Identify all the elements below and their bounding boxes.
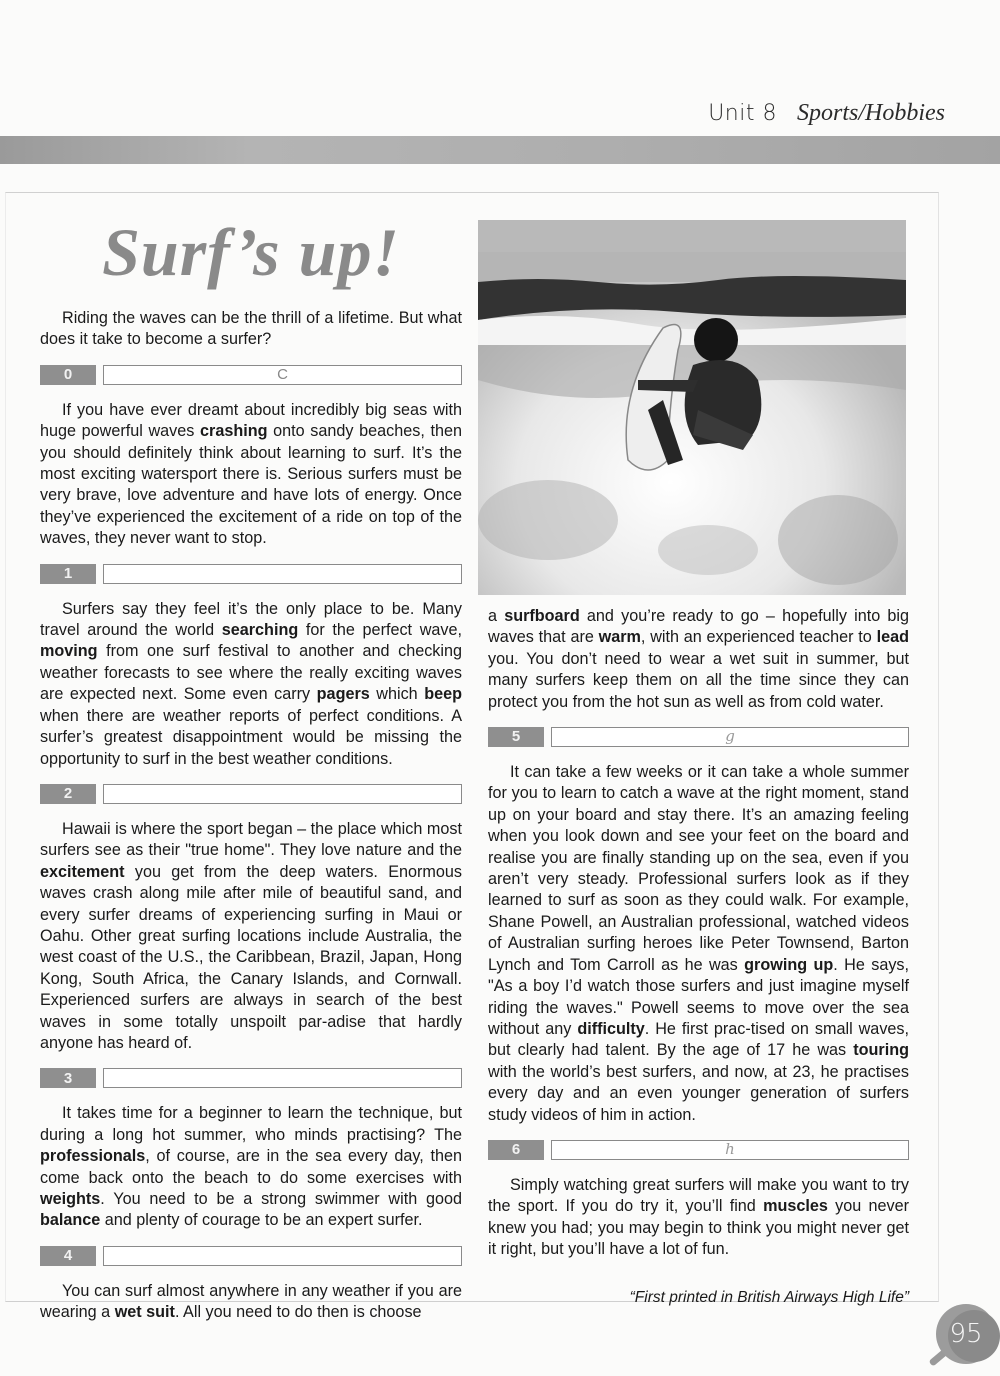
key-word: professionals [40, 1147, 146, 1166]
text-run: . All you need to do then is choose [174, 1303, 422, 1322]
paragraph-6 [488, 762, 909, 1126]
text-run: you get from the deep waters. Enormous waves crash along mile after mile of beautiful sand, and every surfer dreams of experiencing surfing in Maui or Oahu. Other great surfing locations include Australia, the west coast of the U.S., the Caribbean, Brazil, Japan, Hong Kong, South Africa, the Canary Islands, and Cornwall. Experienced surfers are always in search of the best waves in some totally unspoilt par-adise that hardly anyone has heard of. [40, 862, 462, 1052]
key-word: wet suit [114, 1303, 175, 1322]
gap-number: 6 [488, 1140, 544, 1160]
key-word: touring [853, 1041, 909, 1060]
key-word: lead [876, 628, 909, 647]
gap-answer-box[interactable] [103, 564, 462, 584]
text-run: with the world’s best surfers, and now, at 23, he practises every day and an even younger generation of surfers study videos of him in action. [488, 1062, 909, 1124]
source-credit: “First printed in British Airways High Life” [629, 1288, 909, 1306]
text-run: when there are weather reports of perfect conditions. A surfer’s greatest disappointment would be missing the opportunity to surf in the best weather conditions. [40, 706, 462, 768]
gap-row-0 [40, 364, 462, 386]
paragraph-7 [488, 1175, 909, 1261]
gap-row-3 [40, 1067, 462, 1089]
key-word: weights [40, 1190, 101, 1208]
gap-answer-box[interactable] [103, 784, 462, 804]
header-band [0, 136, 1000, 164]
text-run: . He says, "As a boy I’d watch those surfers and just imagine myself riding the waves." Powell seems to move over the sea without any [488, 955, 910, 1038]
text-run: you never knew you had; you may begin to think you might never get it right, but you’ll have a lot of fun. [488, 1197, 910, 1259]
gap-number: 1 [40, 564, 96, 584]
text-run: you. You don’t need to wear a wet suit in summer, but many surfers keep them on all the time since they can protect you from the hot sun as well as from cold water. [488, 649, 909, 711]
article-title: Surf’s up! [102, 214, 400, 290]
text-run: from one surf festival to another and checking weather forecasts to see where the really exciting waves are expected next. Some even carry [40, 642, 462, 704]
text-run: a [488, 607, 505, 625]
key-word: pagers [316, 685, 370, 704]
key-word: searching [221, 621, 299, 640]
gap-answer-box[interactable]: g [551, 727, 909, 747]
text-run: You can surf almost anywhere in any weather if you are wearing a [40, 1281, 462, 1322]
unit-header [708, 100, 945, 127]
key-word: surfboard [504, 607, 580, 625]
gap-row-1 [40, 563, 462, 585]
text-run: It can take a few weeks or it can take a whole summer for you to learn to catch a wave at the right moment, stand up on your board and stay there. It’s an amazing feeling when you look down and see your feet on the board and realise you are finally standing up on the sea, even if you aren’t very steady. Professional surfers look as if they learned to surf as soon as they could walk. For example, Shane Powell, an Australian professional, watched videos of Australian surfing heroes like Peter Townsend, Barton Lynch and Tom Carroll as he was [488, 763, 909, 974]
gap-row-2 [40, 783, 462, 805]
text-run: Hawaii is where the sport began – the place which most surfers see as their "true home". They love nature and the [40, 819, 462, 860]
page-number: 95 [949, 1319, 983, 1349]
key-word: beep [424, 685, 462, 704]
gap-row-4 [40, 1245, 462, 1267]
paragraph-2 [40, 819, 462, 1054]
unit-label: Unit 8 [708, 101, 777, 126]
surfer-photo [478, 220, 906, 595]
unit-topic: Sports/Hobbies [796, 100, 945, 126]
paragraph-0 [40, 400, 462, 550]
text-run: , of course, are in the sea every day, then come back onto the beach to do some exercises with [40, 1147, 462, 1187]
text-run: . He first prac-tised on small waves, but clearly had talent. By the age of 17 he was [488, 1019, 910, 1060]
gap-answer-box[interactable]: h [551, 1140, 909, 1160]
text-run: and you’re ready to go – hopefully into big waves that are [488, 607, 909, 647]
text-run: onto sandy beaches, then you should definitely think about learning to surf. It’s the most exciting watersport there is. Serious surfers must be very brave, love adventure and have lots of energy. Once they’ve experienced the excitement of a ride on top of the waves, they never want to stop. [40, 422, 462, 548]
paragraph-3 [40, 1103, 462, 1231]
gap-number: 4 [40, 1246, 96, 1266]
right-column [488, 606, 909, 1308]
key-word: muscles [763, 1197, 828, 1216]
text-run: Simply watching great surfers will make you want to try the sport. If you do try it, you’ll find [488, 1175, 909, 1216]
text-run: which [369, 685, 425, 704]
intro-paragraph: Riding the waves can be the thrill of a lifetime. But what does it take to become a surfer? [40, 309, 462, 349]
paragraph-5 [488, 606, 909, 713]
paragraph-4 [40, 1281, 462, 1324]
gap-number: 2 [40, 784, 96, 804]
key-word: crashing [200, 422, 268, 441]
gap-number: 5 [488, 727, 544, 747]
gap-answer-box[interactable]: C [103, 365, 462, 385]
text-run: for the perfect wave, [298, 621, 462, 640]
gap-number: 0 [40, 365, 96, 385]
surfer-image [478, 220, 906, 595]
key-word: moving [40, 642, 98, 661]
key-word: excitement [40, 862, 125, 881]
text-run: Surfers say they feel it’s the only place to be. Many travel around the world [40, 599, 462, 640]
gap-number: 3 [40, 1068, 96, 1088]
gap-row-6 [488, 1139, 909, 1161]
gap-answer-box[interactable] [103, 1246, 462, 1266]
key-word: growing up [744, 955, 834, 974]
text-run: and plenty of courage to be an expert surfer. [100, 1211, 423, 1230]
text-run: , with an experienced teacher to [640, 628, 877, 647]
paragraph-1 [40, 599, 462, 770]
gap-answer-box[interactable] [103, 1068, 462, 1088]
gap-row-5 [488, 726, 909, 748]
text-run: . You need to be a strong swimmer with good [100, 1190, 462, 1208]
text-run: If you have ever dreamt about incredibly big seas with huge powerful waves [40, 400, 462, 441]
text-run: It takes time for a beginner to learn the technique, but during a long hot summer, who minds practising? The [40, 1104, 462, 1144]
key-word: difficulty [577, 1019, 645, 1038]
key-word: balance [40, 1211, 101, 1230]
key-word: warm [598, 628, 641, 647]
left-column [40, 212, 462, 1324]
